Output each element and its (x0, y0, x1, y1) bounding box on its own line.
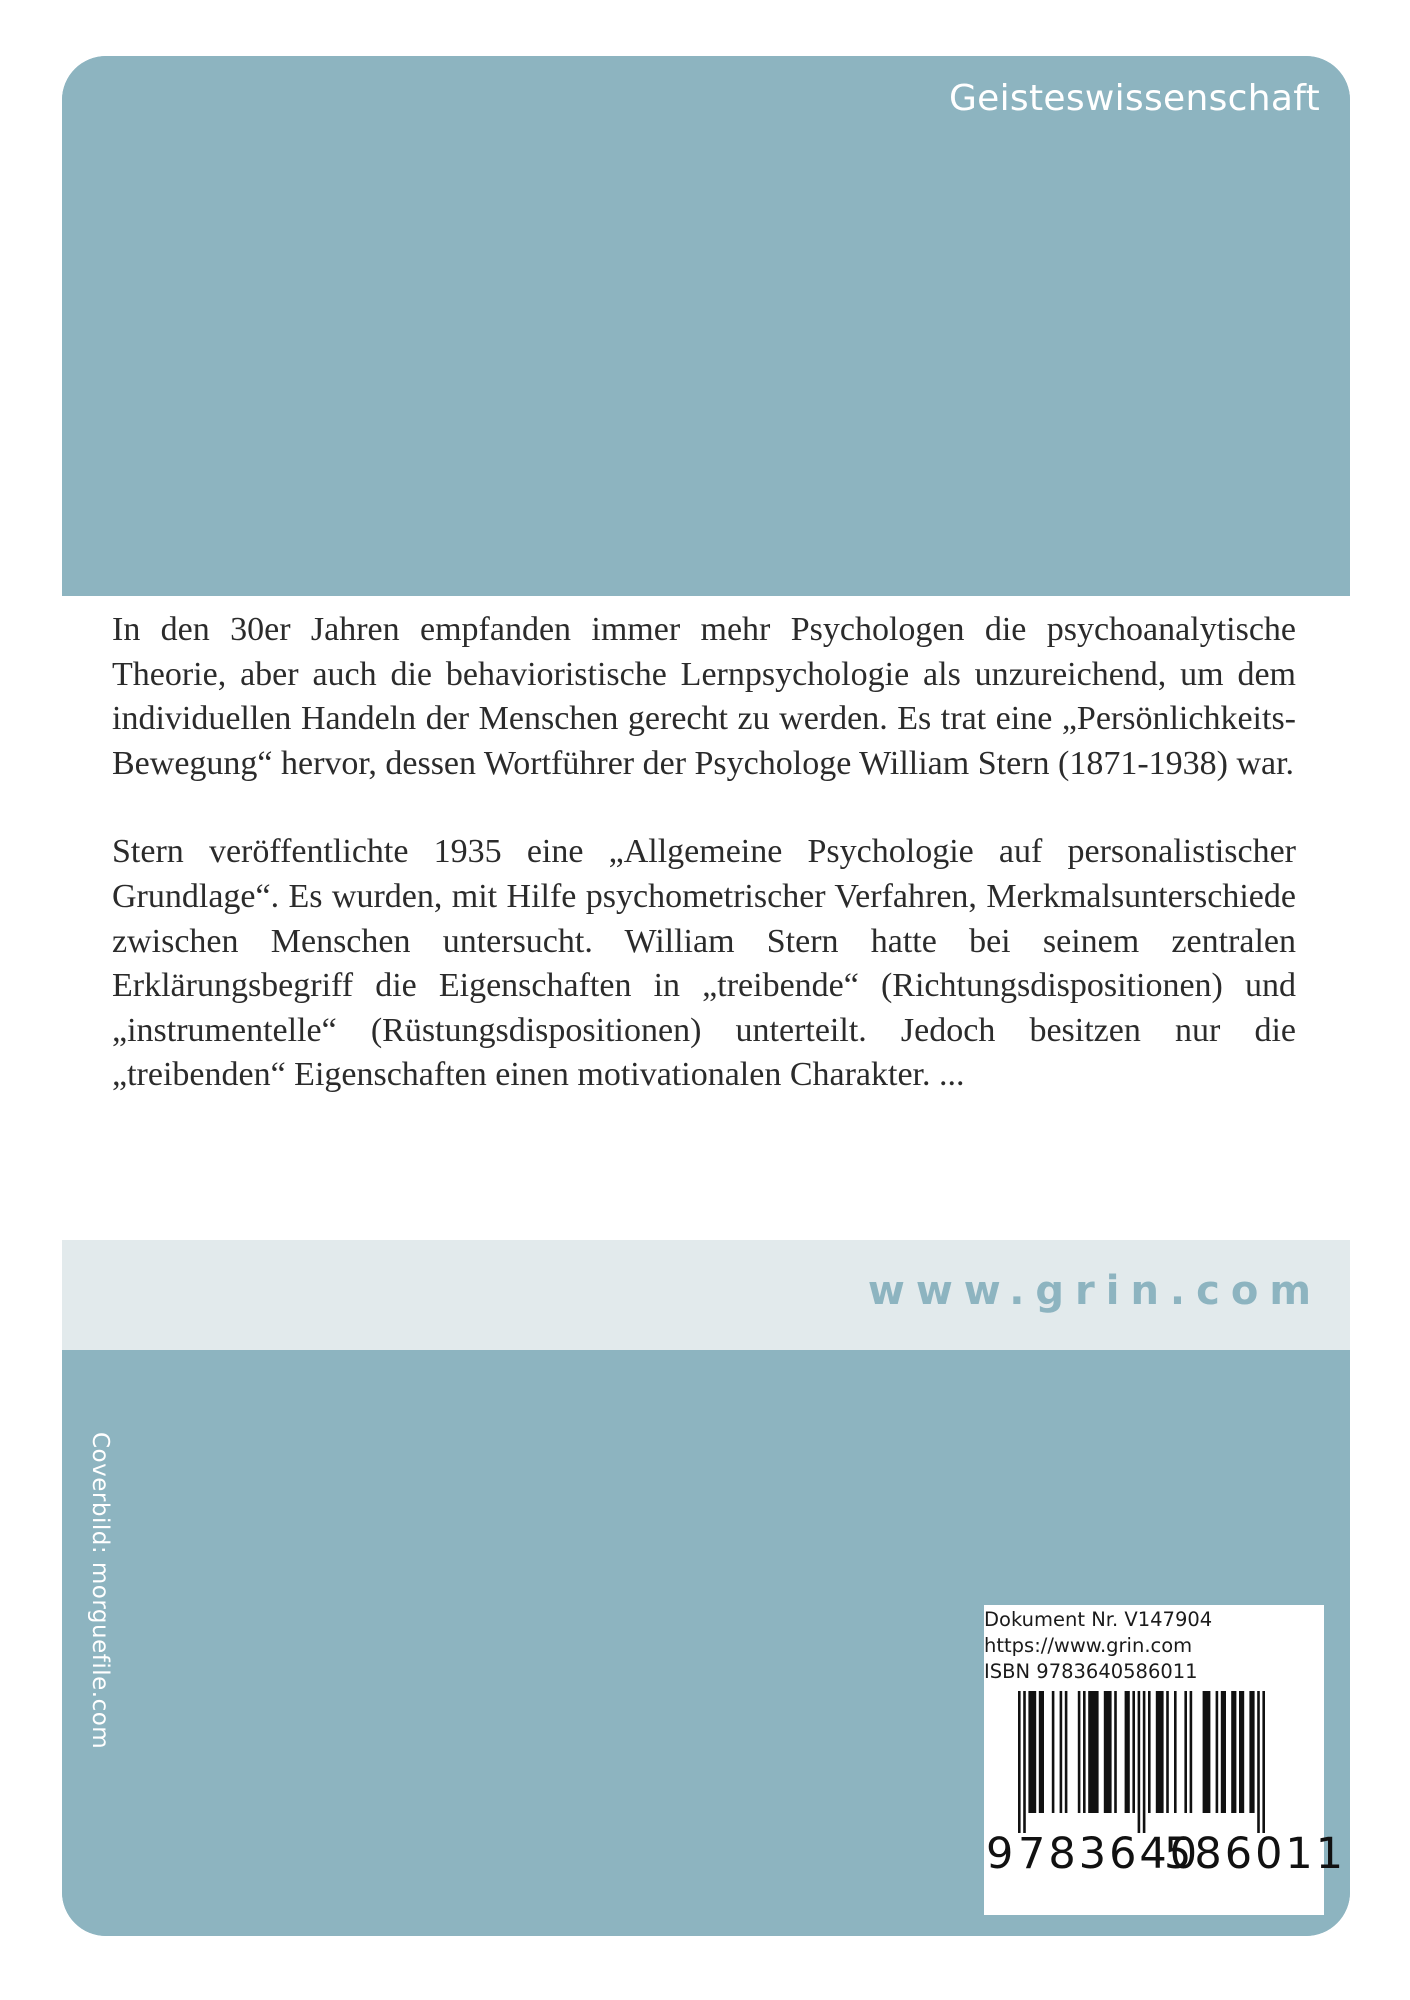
barcode-digits (984, 1827, 1347, 1881)
barcode-bar (1257, 1691, 1260, 1833)
barcode-bar (1028, 1691, 1036, 1813)
website-url: www.grin.com (867, 1268, 1322, 1314)
barcode-bar (1239, 1691, 1244, 1813)
isbn-text: ISBN 9783640586011 (984, 1660, 1198, 1683)
blurb-paragraph-2: Stern veröffentlichte 1935 eine „Allgemeine Psychologie auf personalistischer Grundlage“. Es wurden, mit Hilfe psychometrischer Verfahren, Merkmalsunterschiede zwischen Menschen untersucht. William Stern hatte bei seinem zentralen Erklärungsbegriff die Eigenschaften in „treibende“ (Richtungsdispositionen) und „instrumentelle“ (Rüstungsdispositionen) unterteilt. Jedoch besitzen nur die „treibenden“ Eigenschaften einen motivationalen Charakter. ... (112, 833, 1296, 1094)
back-cover (62, 56, 1350, 1936)
barcode-bar (1262, 1691, 1265, 1833)
barcode-left-digits: 783640 (1018, 1829, 1201, 1879)
document-number: Dokument Nr. V147904 (984, 1608, 1213, 1631)
barcode-bar (1174, 1691, 1177, 1813)
barcode-bar (1088, 1691, 1098, 1813)
category-label: Geisteswissenschaft (948, 78, 1320, 119)
barcode-bar (1148, 1691, 1151, 1813)
barcode-bar (1018, 1691, 1021, 1833)
barcode-bar (1190, 1691, 1193, 1813)
blurb-panel (62, 596, 1350, 1240)
barcode-bar (1023, 1691, 1026, 1833)
barcode-bar (1166, 1691, 1169, 1813)
image-credit: Coverbild: morguefile.com (87, 1432, 113, 1750)
barcode-bar (1184, 1691, 1187, 1813)
barcode-bar (1249, 1691, 1254, 1813)
barcode-right-digits: 586011 (1164, 1829, 1347, 1879)
website-bar (62, 1240, 1350, 1350)
blurb-text (112, 608, 1296, 1142)
blurb-paragraph-1: In den 30er Jahren empfanden immer mehr Psychologen die psychoanalytische Theorie, aber auch die behavioristische Lernpsychologie als unzureichend, um dem individuellen Handeln der Menschen gerecht zu werden. Es trat eine „Persönlichkeits-Bewegung“ hervor, dessen Wortführer der Psychologe William Stern (1871-1938) war. (112, 611, 1296, 782)
barcode-label (984, 1605, 1347, 1915)
bottom-color-panel (62, 1350, 1350, 1936)
barcode-bar (1114, 1691, 1117, 1813)
barcode-bar (1156, 1691, 1164, 1813)
barcode-lead-digit: 9 (986, 1829, 1014, 1879)
barcode-image (984, 1691, 1324, 1833)
barcode-bar (1132, 1691, 1135, 1813)
barcode-bar (1104, 1691, 1112, 1813)
barcode-bar (1052, 1691, 1055, 1813)
barcode-bar (1221, 1691, 1226, 1813)
barcode-bar (1125, 1691, 1130, 1813)
barcode-bar (1138, 1691, 1141, 1833)
document-info (984, 1607, 1324, 1685)
document-url: https://www.grin.com (984, 1634, 1193, 1657)
barcode-bar (1231, 1691, 1236, 1813)
barcode-bar (1203, 1691, 1211, 1813)
barcode-bar (1143, 1691, 1146, 1833)
top-color-panel (62, 56, 1350, 596)
barcode-bar (1083, 1691, 1086, 1813)
barcode-bar (1065, 1691, 1068, 1813)
barcode-bar (1060, 1691, 1063, 1813)
barcode-bar (1039, 1691, 1044, 1813)
barcode-bar (1216, 1691, 1219, 1813)
barcode-bar (1078, 1691, 1081, 1813)
